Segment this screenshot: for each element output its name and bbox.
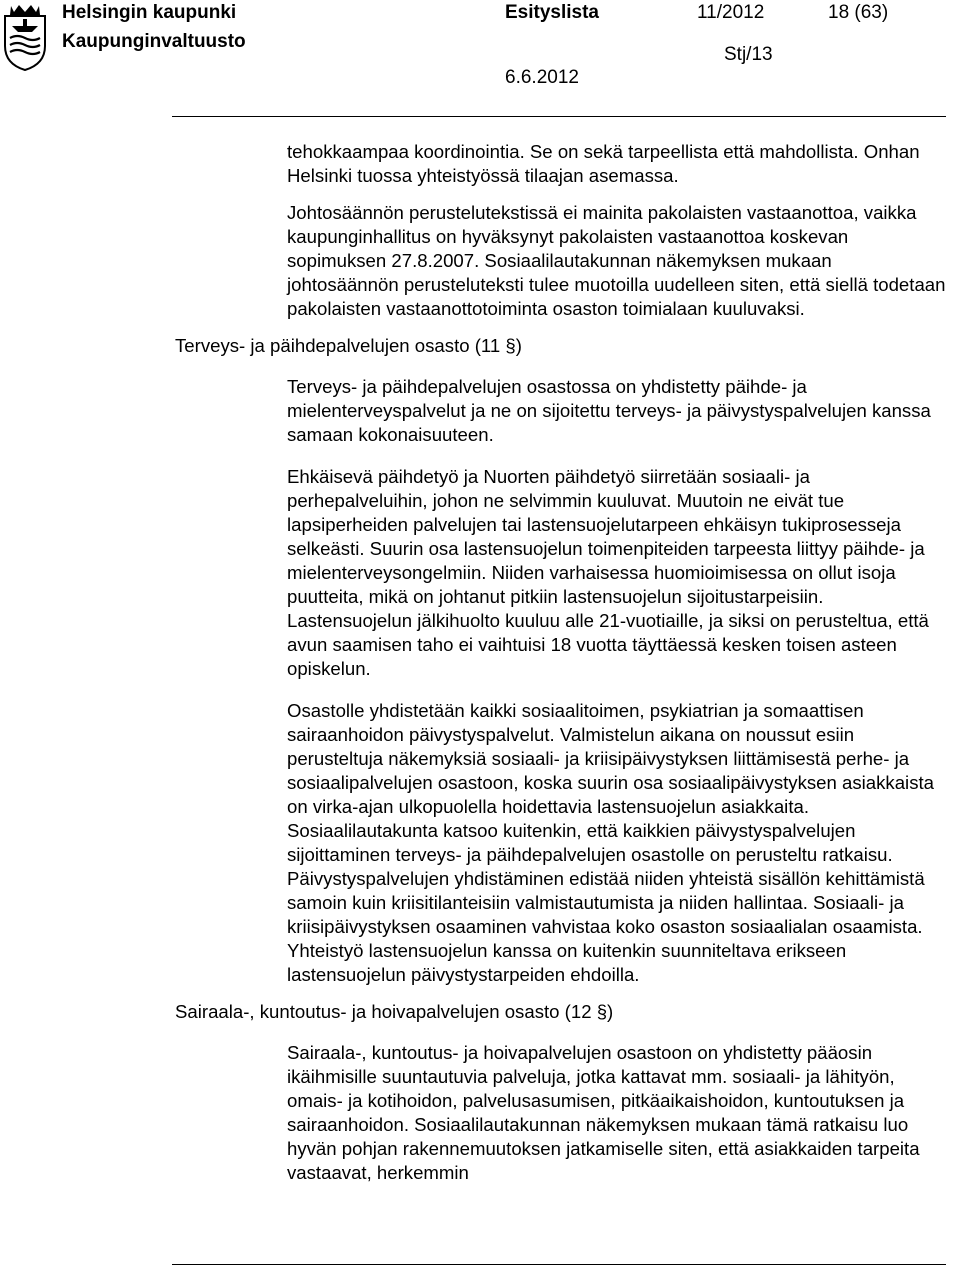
footer-divider xyxy=(172,1264,946,1265)
section-heading: Terveys- ja päihdepalvelujen osasto (11 §) xyxy=(175,335,522,356)
document-header xyxy=(0,0,960,120)
paragraph: Johtosäännön perustelutekstissä ei mainita pakolaisten vastaanottoa, vaikka kaupunginhallitus on hyväksynyt pakolaisten vastaanottoa koskevan sopimuksen 27.8.2007. Sosiaalilautakunnan näkemyksen mukaan johtosäännön perusteluteksti tulee muotoilla uudelleen siten, että siellä todetaan pakolaisten vastaanottotoiminta osaston toimialaan kuuluvaksi. xyxy=(287,202,946,319)
paragraph: Ehkäisevä päihdetyö ja Nuorten päihdetyö siirretään sosiaali- ja perhepalveluihin, johon ne selvimmin kuuluvat. Muutoin ne eivät tue lapsiperheiden palvelujen tai lastensuojelutarpeen ehkäisyn tukiprosesseja selkeästi. Suurin osa lastensuojelun toimenpiteiden tarpeesta liittyy päihde- ja mielenterveysongelmiin. Niiden varhaisessa huomioimisessa on ollut isoja puutteita, mikä on johtanut pitkiin lastensuojelun sijoitustarpeisiin. Lastensuojelun jälkihuolto kuuluu alle 21-vuotiaille, ja siksi on perusteltua, että avun saamisen taho ei vaihtuisi 18 vuotta täyttäessä kesken toisen asteen opiskelun. xyxy=(287,466,929,679)
header-organization xyxy=(62,0,246,56)
council-name: Kaupunginvaltuusto xyxy=(62,31,246,52)
meeting-date: 6.6.2012 xyxy=(505,67,579,88)
paragraph: tehokkaampaa koordinointia. Se on sekä tarpeellista että mahdollista. Onhan Helsinki tuossa yhteistyössä tilaajan asemassa. xyxy=(287,141,920,186)
document-body xyxy=(0,140,960,1185)
paragraph: Osastolle yhdistetään kaikki sosiaalitoimen, psykiatrian ja somaattisen sairaanhoidon päivystyspalvelut. Valmistelun aikana on noussut esiin perusteltuja näkemyksiä sosiaali- ja kriisipäivystyksen liittämisestä perhe- ja sosiaalipalvelujen osastoon, koska suurin osa sosiaalipäivystyksen asiakkaista on virka-ajan ulkopuolella hoidettavia lastensuojelun asiakkaita. Sosiaalilautakunta katsoo kuitenkin, että kaikkien päivystyspalvelujen sijoittaminen terveys- ja päihdepalvelujen osastolle on perusteltu ratkaisu. Päivystyspalvelujen yhdistäminen edistää niiden yhteistä sisällön kehittämistä samoin kuin kriisitilanteisiin valmistautumista ja niiden hallintaa. Sosiaali- ja kriisipäivystyksen osaaminen vahvistaa koko osaston sosiaalialan osaamista. Yhteistyö lastensuojelun kanssa on kuitenkin suunniteltava erikseen lastensuojelun päivystystarpeiden ehdoilla. xyxy=(287,700,934,985)
list-number: 11/2012 xyxy=(697,2,765,23)
paragraph: Sairaala-, kuntoutus- ja hoivapalvelujen osastoon on yhdistetty pääosin ikäihmisille suuntautuvia palveluja, jotka kattavat mm. sosiaali- ja lähityön, omais- ja kotihoidon, palvelusasumisen, pitkäaikaishoidon, kuntoutuksen ja sairaanhoidon. Sosiaalilautakunnan näkemyksen mukaan tämä ratkaisu luo hyvän pohjan rakennemuutoksen jatkamiselle siten, että asiakkaiden tarpeita vastaavat, herkemmin xyxy=(287,1042,920,1183)
item-code: Stj/13 xyxy=(724,44,773,65)
helsinki-crest-icon xyxy=(2,2,48,72)
section-heading: Sairaala-, kuntoutus- ja hoivapalvelujen osasto (12 §) xyxy=(175,1001,614,1022)
list-title: Esityslista xyxy=(505,2,599,23)
page-number: 18 (63) xyxy=(828,2,889,23)
header-divider xyxy=(172,116,946,117)
city-name: Helsingin kaupunki xyxy=(62,2,237,23)
paragraph: Terveys- ja päihdepalvelujen osastossa on yhdistetty päihde- ja mielenterveyspalvelut ja ne on sijoitettu terveys- ja päivystyspalvelujen kanssa samaan kokonaisuuteen. xyxy=(287,376,931,445)
